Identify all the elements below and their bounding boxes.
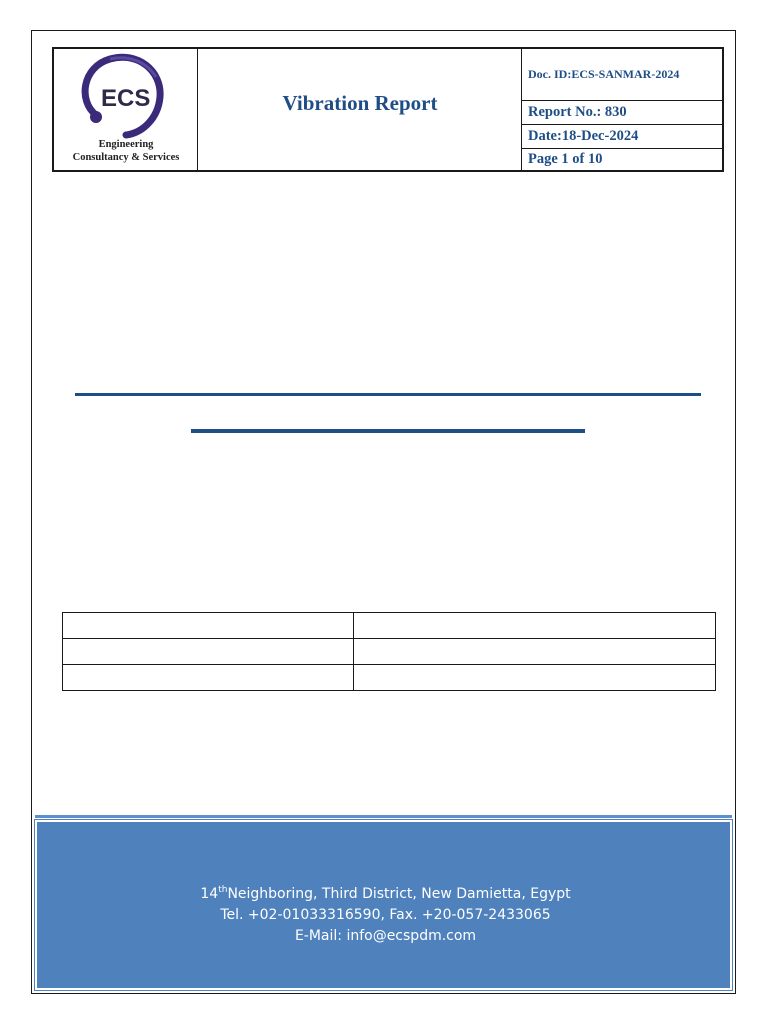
footer-phone: Tel. +02-01033316590, Fax. +20-057-2433065 (220, 907, 551, 923)
page-number: Page 1 of 10 (528, 151, 603, 167)
info-table (62, 612, 716, 691)
footer-email: E-Mail: info@ecspdm.com (294, 928, 477, 944)
document-header (52, 47, 724, 172)
report-number: Report No.: 830 (522, 101, 722, 125)
table-cell (63, 639, 354, 665)
address-number: 14 (200, 886, 219, 902)
footer-top-line (35, 815, 732, 818)
table-row (63, 639, 716, 665)
divider-line-short (191, 429, 585, 433)
table-cell (354, 665, 716, 691)
logo-line-1: Engineering (98, 139, 154, 150)
logo-cell (54, 49, 198, 170)
footer-address (37, 884, 734, 904)
table-cell (354, 613, 716, 639)
table-row (63, 613, 716, 639)
divider-line-long (75, 393, 701, 396)
report-date: Date:18-Dec-2024 (522, 125, 722, 149)
logo-line-2: Consultancy & Services (72, 152, 180, 163)
title-cell (198, 49, 522, 170)
address-superscript: th (218, 885, 228, 895)
report-title: Vibration Report (282, 91, 438, 115)
address-text: Neighboring, Third District, New Damietta, Egypt (227, 886, 571, 902)
table-cell (63, 613, 354, 639)
ecs-logo-icon (76, 53, 176, 139)
table-cell (63, 665, 354, 691)
footer-contact-block (35, 820, 732, 990)
logo-mark-text: ECS (101, 85, 151, 112)
table-cell (354, 639, 716, 665)
table-row (63, 665, 716, 691)
doc-id: Doc. ID:ECS-SANMAR-2024 (522, 49, 722, 101)
